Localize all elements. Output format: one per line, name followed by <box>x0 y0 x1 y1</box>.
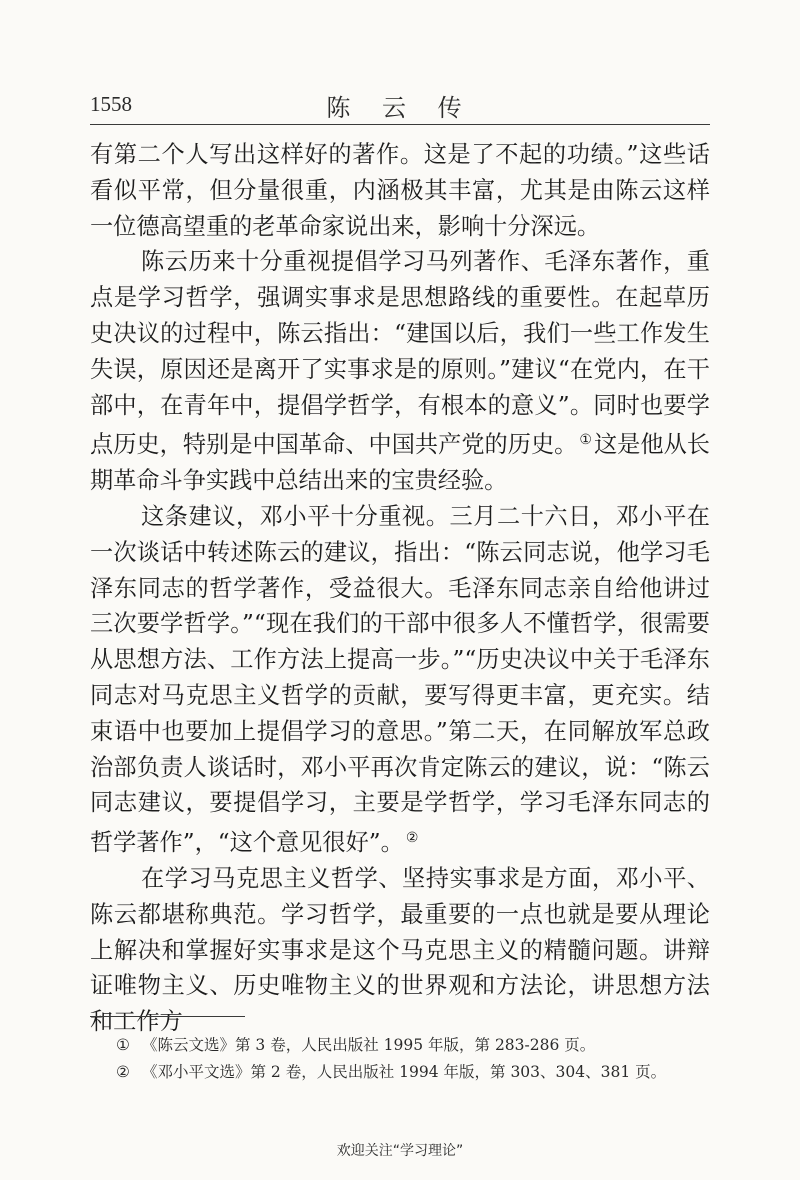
body-text <box>90 137 710 1040</box>
watermark-caption: 欢迎关注“学习理论” <box>336 1143 464 1159</box>
footnote-text: 《陈云文选》第 3 卷，人民出版社 1995 年版，第 283-286 页。 <box>142 1036 596 1054</box>
footnote <box>116 1032 716 1059</box>
footnote-number: ② <box>116 1063 130 1081</box>
paragraph-text: 这条建议，邓小平十分重视。三月二十六日，邓小平在一次谈话中转述陈云的建议，指出：“陈云同志说，他学习毛泽东同志的哲学著作，受益很大。毛泽东同志亲自给他讲过三次要学哲学。”“现在我们的干部中很多人不懂哲学，很需要从思想方法、工作方法上提高一步。”“历史决议中关于毛泽东同志对马克思主义哲学的贡献，要写得更丰富，更充实。结束语中也要加上提倡学习的意思。”第二天，在同解放军总政治部负责人谈话时，邓小平再次肯定陈云的建议，说：“陈云同志建议，要提倡学习，主要是学哲学，学习毛泽东同志的哲学著作”，“这个意见很好”。 <box>90 502 710 857</box>
footnote-number: ① <box>116 1036 130 1054</box>
footnote-mark[interactable]: ② <box>405 830 419 847</box>
paragraph-continued: 有第二个人写出这样好的著作。这是了不起的功绩。”这些话看似平常，但分量很重，内涵极其丰富，尤其是由陈云这样一位德高望重的老革命家说出来，影响十分深远。 <box>90 141 710 240</box>
footnote-mark[interactable]: ① <box>579 432 592 449</box>
page-number: 1558 <box>90 92 132 116</box>
footnote-rule <box>90 1016 245 1017</box>
paragraph <box>90 244 710 499</box>
page-header <box>90 86 710 126</box>
header-rule <box>90 124 710 125</box>
footnote-text: 《邓小平文选》第 2 卷，人民出版社 1994 年版，第 303、304、381 页。 <box>142 1063 667 1081</box>
footnote <box>116 1059 716 1086</box>
paragraph: 在学习马克思主义哲学、坚持实事求是方面，邓小平、陈云都堪称典范。学习哲学，最重要的一点也就是要从理论上解决和掌握好实事求是这个马克思主义的精髓问题。讲辩证唯物主义、历史唯物主义的世界观和方法论，讲思想方法和工作方 <box>90 864 710 1036</box>
running-title: 陈 云 传 <box>326 94 474 122</box>
footnotes <box>116 1032 716 1086</box>
paragraph-text: 陈云历来十分重视提倡学习马列著作、毛泽东著作，重点是学习哲学，强调实事求是思想路线的重要性。在起草历史决议的过程中，陈云指出：“建国以后，我们一些工作发生失误，原因还是离开了实事求是的原则。”建议“在党内，在干部中，在青年中，提倡学哲学，有根本的意义”。同时也要学点历史，特别是中国革命、中国共产党的历史。 <box>90 248 710 459</box>
paragraph-text: 这是他从长期革命斗争实践中总结出来的宝贵经验。 <box>90 431 710 495</box>
paragraph <box>90 499 710 861</box>
